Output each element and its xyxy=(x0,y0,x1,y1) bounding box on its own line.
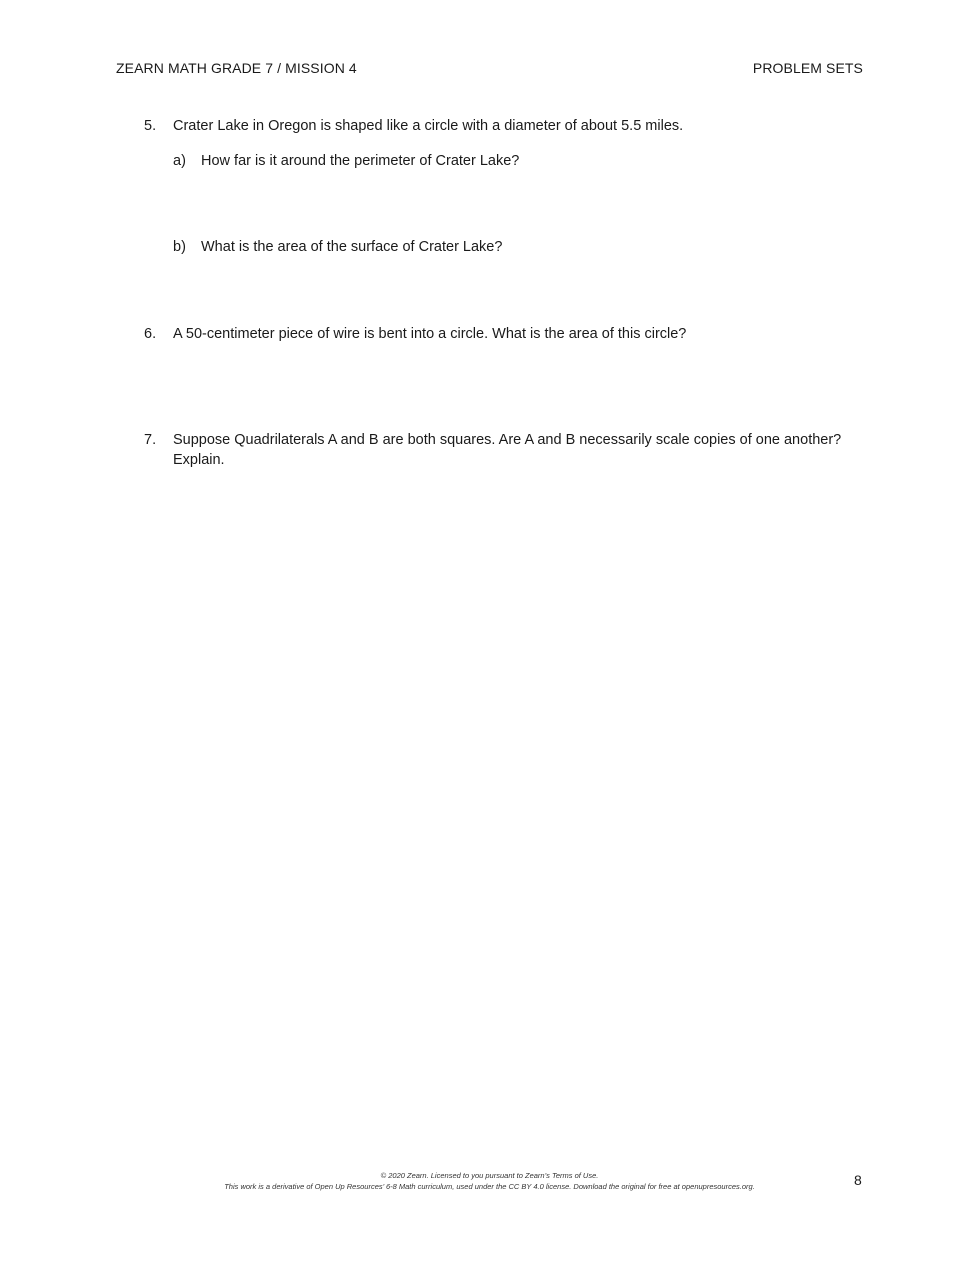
problem-text: A 50-centimeter piece of wire is bent into a circle. What is the area of this circle? xyxy=(173,326,687,342)
footer-copyright: © 2020 Zearn. Licensed to you pursuant to Zearn’s Terms of Use. xyxy=(380,1171,599,1180)
part-text: What is the area of the surface of Crater Lake? xyxy=(201,239,503,255)
header-title: ZEARN MATH GRADE 7 / MISSION 4 xyxy=(116,60,357,76)
page-number: 8 xyxy=(854,1172,862,1188)
header-section-label: PROBLEM SETS xyxy=(752,60,863,76)
footer-license xyxy=(150,1170,829,1192)
problem-number: 7. xyxy=(144,432,157,448)
problem-text: Crater Lake in Oregon is shaped like a circle with a diameter of about 5.5 miles. xyxy=(173,118,684,134)
part-text: How far is it around the perimeter of Crater Lake? xyxy=(201,153,520,169)
part-letter: b) xyxy=(173,239,186,255)
footer-attribution: This work is a derivative of Open Up Resources’ 6-8 Math curriculum, used under the CC BY 4.0 license. Download the original for free at openupresources.org. xyxy=(224,1182,755,1191)
problem-number: 6. xyxy=(144,326,157,342)
part-letter: a) xyxy=(173,153,186,169)
problem-number: 5. xyxy=(144,118,157,134)
problem-text: Suppose Quadrilaterals A and B are both squares. Are A and B necessarily scale copies of one another? Explain. xyxy=(173,432,842,468)
